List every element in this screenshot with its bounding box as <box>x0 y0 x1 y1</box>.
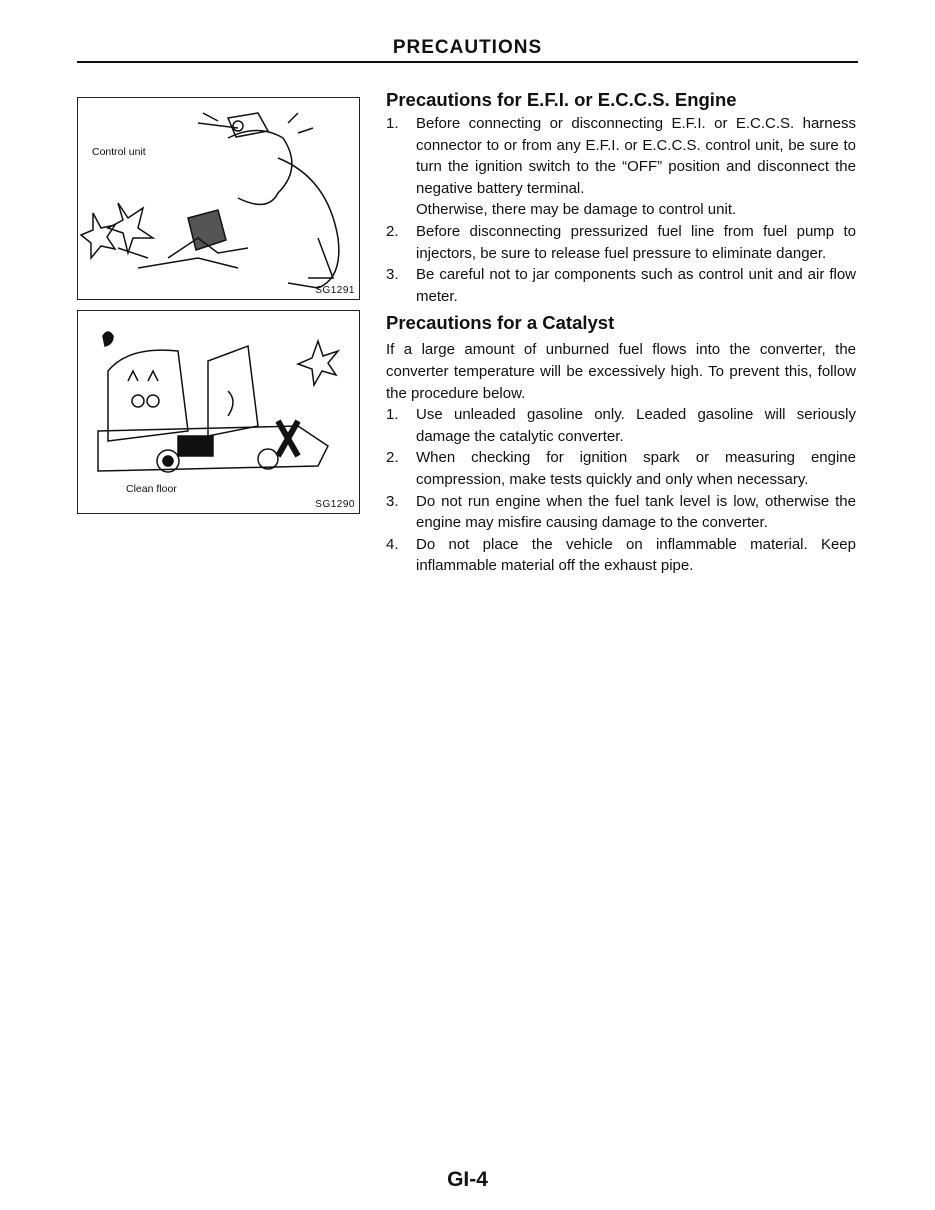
item-text: When checking for ignition spark or measuring engine compression, make tests quickly and only when necessary. <box>416 449 856 488</box>
cars-clean-floor-illustration <box>78 311 359 513</box>
header-rule <box>77 61 858 63</box>
efi-precautions-list <box>386 113 856 307</box>
figure-label: Control unit <box>92 146 146 158</box>
item-number: 4. <box>386 535 399 553</box>
item-number: 2. <box>386 222 399 240</box>
item-text: Use unleaded gasoline only. Leaded gasoline will seriously damage the catalytic converter. <box>416 406 856 445</box>
dropped-control-unit-illustration <box>78 98 359 299</box>
item-text: Before connecting or disconnecting E.F.I. or E.C.C.S. harness connector to or from any E.F.I. or E.C.C.S. control unit, be sure to turn the ignition switch to the “OFF” position and disconnect the negative battery terminal. <box>416 115 856 197</box>
item-note: Otherwise, there may be damage to control unit. <box>416 201 737 219</box>
item-number: 2. <box>386 449 399 467</box>
list-item <box>386 534 856 577</box>
item-number: 1. <box>386 406 399 424</box>
figure-id: SG1291 <box>315 285 355 296</box>
item-text: Before disconnecting pressurized fuel line from fuel pump to injectors, be sure to release fuel pressure to eliminate danger. <box>416 222 856 262</box>
catalyst-precautions-list <box>386 404 856 577</box>
list-item <box>386 113 856 199</box>
list-item <box>386 447 856 490</box>
list-item <box>386 221 856 264</box>
item-text: Do not place the vehicle on inflammable material. Keep inflammable material off the exhaust pipe. <box>416 535 856 575</box>
list-item <box>386 404 856 447</box>
list-item <box>386 491 856 534</box>
item-text: Do not run engine when the fuel tank level is low, otherwise the engine may misfire causing damage to the converter. <box>416 492 856 532</box>
figure-control-unit <box>77 97 360 300</box>
figure-clean-floor <box>77 310 360 514</box>
section-heading-efi: Precautions for E.F.I. or E.C.C.S. Engine <box>386 89 737 110</box>
item-number: 3. <box>386 266 399 284</box>
item-number: 1. <box>386 115 399 132</box>
catalyst-intro: If a large amount of unburned fuel flows into the converter, the converter temperature will be excessively high. To prevent this, follow the procedure below. <box>386 341 856 402</box>
item-text: Be careful not to jar components such as control unit and air flow meter. <box>416 266 856 305</box>
item-number: 3. <box>386 492 399 510</box>
list-item <box>386 264 856 307</box>
main-text-column <box>386 88 856 577</box>
page-header: PRECAUTIONS <box>392 37 543 58</box>
figure-id: SG1290 <box>315 499 355 510</box>
section-heading-catalyst: Precautions for a Catalyst <box>386 312 615 334</box>
figure-label: Clean floor <box>126 483 177 495</box>
page-number: GI-4 <box>447 1168 488 1191</box>
